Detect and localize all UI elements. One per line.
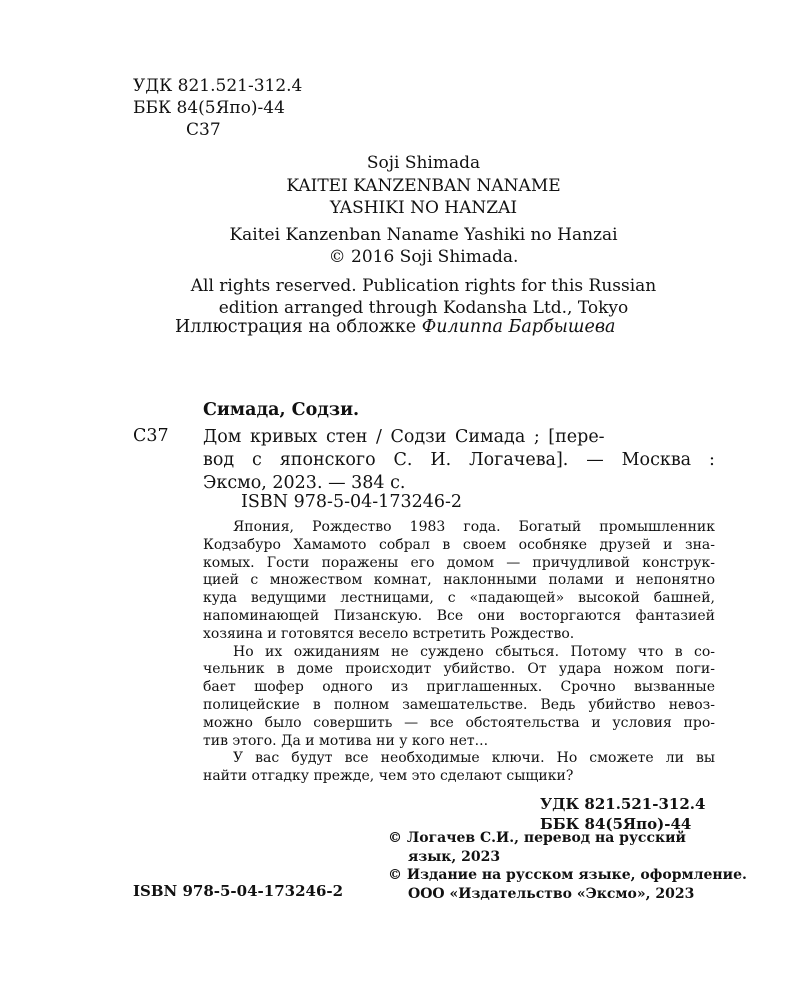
bbk-code: ББК 84(5Япо)-44 [133,98,285,118]
annotation-line: хозяина и готовятся весело встретить Рождество. [203,625,575,642]
isbn-bottom: ISBN 978-5-04-173246-2 [133,882,344,900]
annotation-line: цией с множеством комнат, наклонными полами и непонятно [203,572,715,589]
rights-line-2: edition arranged through Kodansha Ltd., Tokyo [218,298,629,318]
copyright-block [388,829,747,903]
annotation-line: напоминающей Пизанскую. Все они восторгаются фантазией [203,607,715,624]
edition-copyright-line-2: ООО «Издательство «Эксмо», 2023 [408,885,695,902]
original-edition-block [166,152,681,320]
catalog-title-line-2: вод с японского С. И. Логачева]. — Москва : [203,450,715,470]
catalog-title-line-3: Эксмо, 2023. — 384 с. [203,472,406,493]
rights-line-1: All rights reserved. Publication rights for this Russian [190,275,657,296]
annotation-line: тив этого. Да и мотива ни у кого нет... [203,732,489,749]
catalog-author-heading: Симада, Содзи. [203,400,360,420]
catalog-author-mark: С37 [133,426,169,446]
annotation-line: Япония, Рождество 1983 года. Богатый промышленник [233,519,715,535]
annotation-line: чельник в доме происходит убийство. От удара ножом поги- [203,661,715,678]
original-author: Soji Shimada [366,153,481,173]
original-copyright: © 2016 Soji Shimada. [328,247,519,267]
translation-copyright-line-1: © Логачев С.И., перевод на русский [388,830,686,846]
translation-copyright-line-2: язык, 2023 [408,848,501,865]
bbk-code-right: ББК 84(5Япо)-44 [540,815,692,833]
catalog-title-line-1 [203,426,715,449]
edition-copyright-line-1: © Издание на русском языке, оформление. [388,867,747,883]
original-title-romaji: Kaitei Kanzenban Naname Yashiki no Hanzai [229,224,618,245]
udk-code: УДК 821.521-312.4 [133,76,303,96]
cover-illustration-credit [175,316,615,338]
book-annotation [203,519,715,786]
annotation-line: полицейские в полном замешательстве. Ведь убийство невоз- [203,696,715,713]
annotation-line: Кодзабуро Хамамото собрал в своем особняке друзей и зна- [203,536,715,553]
annotation-line: бает шофер одного из приглашенных. Срочно вызванные [203,679,715,696]
illustration-artist: Филиппа Барбышева [421,317,616,337]
library-codes-top [133,75,302,141]
annotation-line: можно было совершить — все обстоятельства и условия про- [203,714,715,731]
original-title-line-2: YASHIKI NO HANZAI [329,198,518,218]
catalog-isbn: ISBN 978-5-04-173246-2 [241,492,463,512]
annotation-line: комых. Гости поражены его домом — причудливой конструк- [203,554,715,571]
annotation-line: найти отгадку прежде, чем это сделают сыщики? [203,768,574,785]
udk-code-right: УДК 821.521-312.4 [540,795,706,813]
catalog-title-continued [203,449,715,494]
library-codes-right [540,794,705,834]
original-title-line-1: KAITEI KANZENBAN NANAME [286,175,561,196]
illustration-prefix: Иллюстрация на обложке [175,317,422,337]
annotation-line: Но их ожиданиям не суждено сбыться. Потому что в со- [233,643,715,660]
author-mark: С37 [186,120,221,140]
annotation-line: У вас будут все необходимые ключи. Но сможете ли вы [233,750,715,767]
annotation-line: куда ведущими лестницами, с «падающей» высокой башней, [203,590,715,607]
catalog-title-text-1: Дом кривых стен / Содзи Симада ; [пере- [203,427,605,447]
